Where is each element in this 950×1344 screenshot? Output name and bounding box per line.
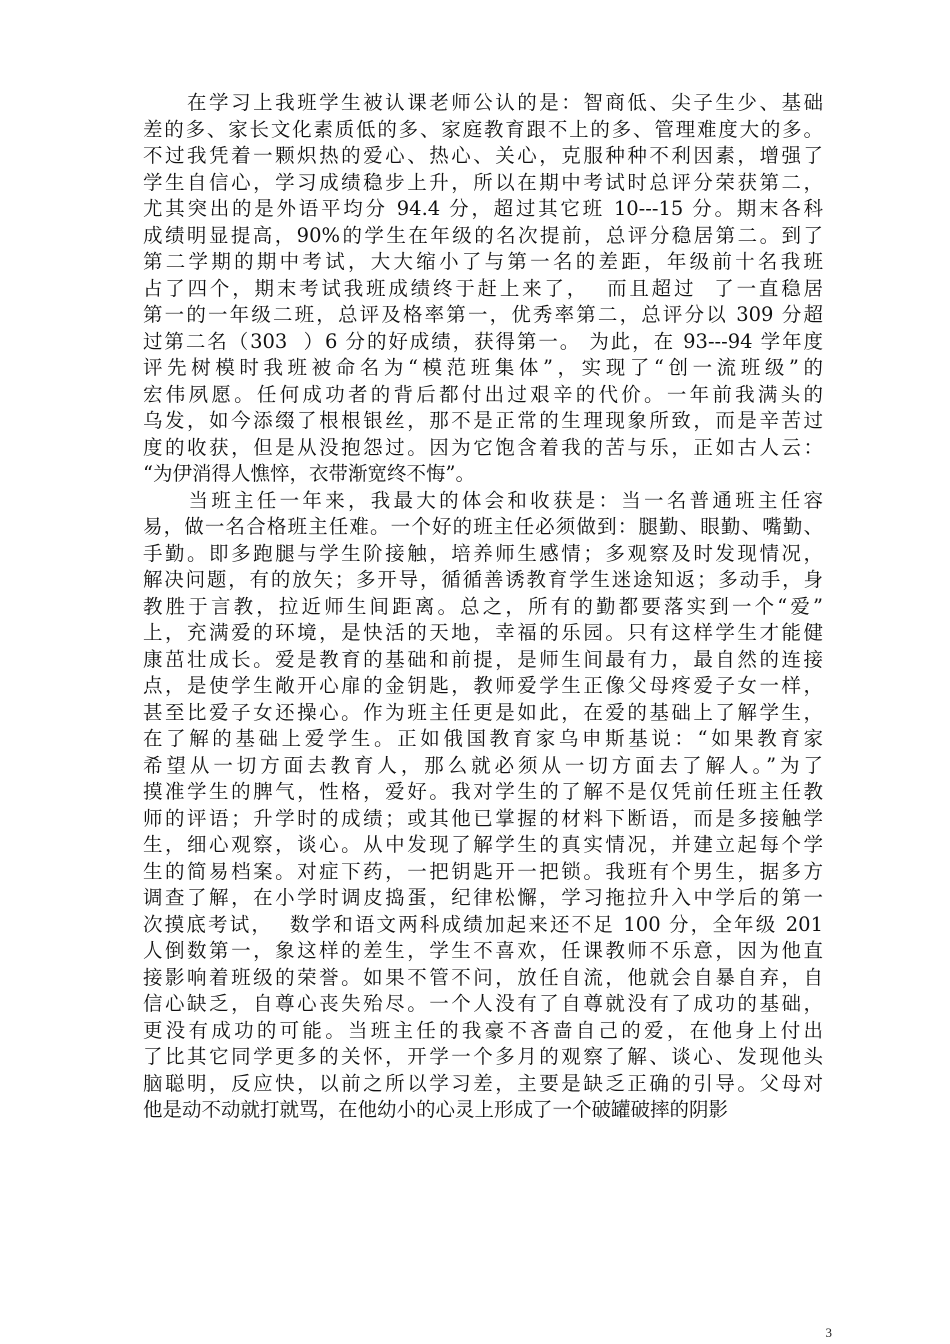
text-line: 他是动不动就打就骂，在他幼小的心灵上形成了一个破罐破摔的阴影 [143,1098,729,1121]
text-line: 学生自信心，学习成绩稳步上升，所以在期中考试时总评分荣获第二， [143,170,823,194]
text-line: 康茁壮成长。爱是教育的基础和前提，是师生间最有力，最自然的连接 [143,647,823,671]
text-line: 师的评语；升学时的成绩；或其他已掌握的材料下断语，而是多接触学 [143,806,823,830]
text-line: 希望从一切方面去教育人，那么就必须从一切方面去了解人。”为了 [143,753,823,777]
text-line: 解决问题，有的放矢；多开导，循循善诱教育学生迷途知返；多动手，身 [143,568,823,591]
text-line: 评先树模时我班被命名为“模范班集体”，实现了“创一流班级”的 [143,356,823,379]
text-line: 人倒数第一，象这样的差生，学生不喜欢，任课教师不乐意，因为他直 [143,939,823,962]
text-line: 第二学期的期中考试，大大缩小了与第一名的差距，年级前十名我班 [143,250,823,273]
text-line: 甚至比爱子女还操心。作为班主任更是如此，在爱的基础上了解学生， [143,700,823,724]
text-line: 脑聪明，反应快，以前之所以学习差，主要是缺乏正确的引导。父母对 [143,1071,823,1095]
text-line: “为伊消得人憔悴，衣带渐宽终不悔”。 [143,462,475,485]
body-text [143,90,823,1124]
text-line: 生，细心观察，谈心。从中发现了解学生的真实情况，并建立起每个学 [143,833,823,856]
text-line: 手勤。即多跑腿与学生阶接触，培养师生感情；多观察及时发现情况， [143,541,823,565]
text-line: 摸准学生的脾气，性格，爱好。我对学生的了解不是仅凭前任班主任教 [143,780,823,803]
text-line: 尤其突出的是外语平均分 94.4 分，超过其它班 10---15 分。期末各科 [143,197,823,220]
text-line: 差的多、家长文化素质低的多、家庭教育跟不上的多、管理难度大的多。 [143,117,823,141]
text-line: 在了解的基础上爱学生。正如俄国教育家乌申斯基说：“如果教育家 [143,727,823,750]
text-line: 调查了解，在小学时调皮捣蛋，纪律松懈，学习拖拉升入中学后的第一 [143,886,823,909]
text-line: 在学习上我班学生被认课老师公认的是：智商低、尖子生少、基础 [143,91,823,114]
text-line: 第一的一年级二班，总评及格率第一，优秀率第二，总评分以 309 分超 [143,303,823,326]
text-line: 上，充满爱的环境，是快活的天地，幸福的乐园。只有这样学生才能健 [143,621,823,644]
text-line: 了比其它同学更多的关怀，开学一个多月的观察了解、谈心、发现他头 [143,1045,823,1068]
text-line: 点，是使学生敞开心扉的金钥匙，教师爱学生正像父母疼爱子女一样， [143,674,823,697]
text-line: 次摸底考试， 数学和语文两科成绩加起来还不足 100 分，全年级 201 [143,912,823,936]
page-number: 3 [825,1325,832,1340]
text-line: 宏伟夙愿。任何成功者的背后都付出过艰辛的代价。一年前我满头的 [143,382,823,406]
text-line: 接影响着班级的荣誉。如果不管不问，放任自流，他就会自暴自弃，自 [143,965,823,989]
text-line: 当班主任一年来，我最大的体会和收获是：当一名普通班主任容 [143,488,823,512]
text-line: 易，做一名合格班主任难。一个好的班主任必须做到：腿勤、眼勤、嘴勤、 [143,515,823,538]
text-line: 占了四个，期末考试我班成绩终于赶上来了， 而且超过 了一直稳居 [143,276,823,300]
text-line: 乌发，如今添缀了根根银丝，那不是正常的生理现象所致，而是辛苦过 [143,409,823,432]
text-line: 成绩明显提高，90%的学生在年级的名次提前，总评分稳居第二。到了 [143,223,823,247]
text-line: 生的简易档案。对症下药，一把钥匙开一把锁。我班有个男生，据多方 [143,859,823,883]
text-line: 教胜于言教，拉近师生间距离。总之，所有的勤都要落实到一个“爱” [143,594,823,618]
text-line: 信心缺乏，自尊心丧失殆尽。一个人没有了自尊就没有了成功的基础， [143,992,823,1015]
text-line: 度的收获，但是从没抱怨过。因为它饱含着我的苦与乐，正如古人云： [143,435,823,459]
text-line: 过第二名（303 ）6 分的好成绩，获得第一。 为此，在 93---94 学年度 [143,329,823,353]
text-line: 更没有成功的可能。当班主任的我豪不吝啬自己的爱，在他身上付出 [143,1018,823,1042]
text-line: 不过我凭着一颗炽热的爱心、热心、关心，克服种种不利因素，增强了 [143,144,823,167]
